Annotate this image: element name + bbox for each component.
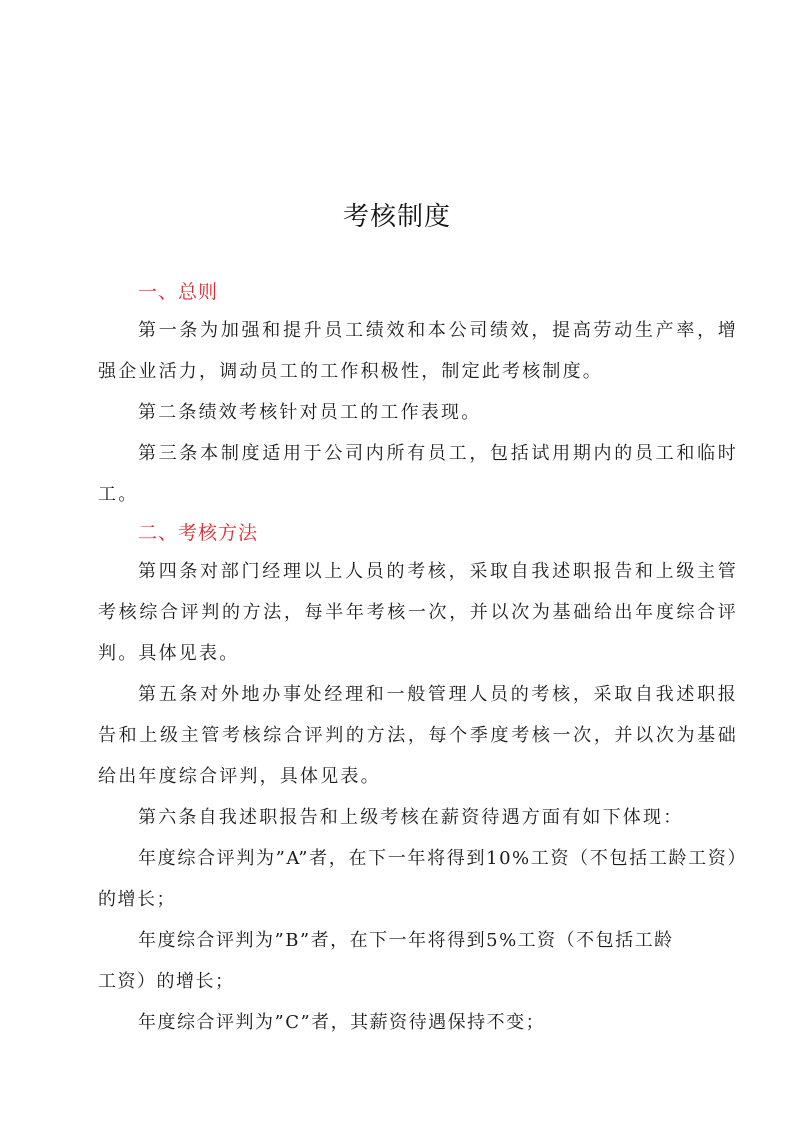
- document-body: [98, 274, 738, 1043]
- rating-b-rule: 年度综合评判为”B”者，在下一年将得到5%工资（不包括工龄: [138, 930, 674, 951]
- article-4: 第四条对部门经理以上人员的考核，采取自我述职报告和上级主管考核综合评判的方法，每半年考核一次，并以次为基础给出年度综合评判。具体见表。: [98, 561, 738, 664]
- rating-c-rule: 年度综合评判为”C”者，其薪资待遇保持不变；: [138, 1012, 546, 1033]
- article-5: 第五条对外地办事处经理和一般管理人员的考核，采取自我述职报告和上级主管考核综合评判的方法，每个季度考核一次，并以次为基础给出年度综合评判，具体见表。: [98, 684, 738, 787]
- section-heading-methods: 二、考核方法: [138, 522, 259, 544]
- article-3: 第三条本制度适用于公司内所有员工，包括试用期内的员工和临时工。: [98, 443, 738, 505]
- section-heading-general: 一、总则: [138, 281, 219, 303]
- rating-b-rule-continued: 工资）的增长；: [98, 971, 235, 992]
- article-1: 第一条为加强和提升员工绩效和本公司绩效，提高劳动生产率，增强企业活力，调动员工的工作积极性，制定此考核制度。: [98, 320, 738, 382]
- document-title: 考核制度: [342, 202, 451, 232]
- article-2: 第二条绩效考核针对员工的工作表现。: [138, 402, 482, 423]
- article-6: 第六条自我述职报告和上级考核在薪资待遇方面有如下体现：: [138, 807, 684, 828]
- rating-a-rule: 年度综合评判为”A”者，在下一年将得到10%工资（不包括工龄工资）的增长；: [98, 848, 738, 910]
